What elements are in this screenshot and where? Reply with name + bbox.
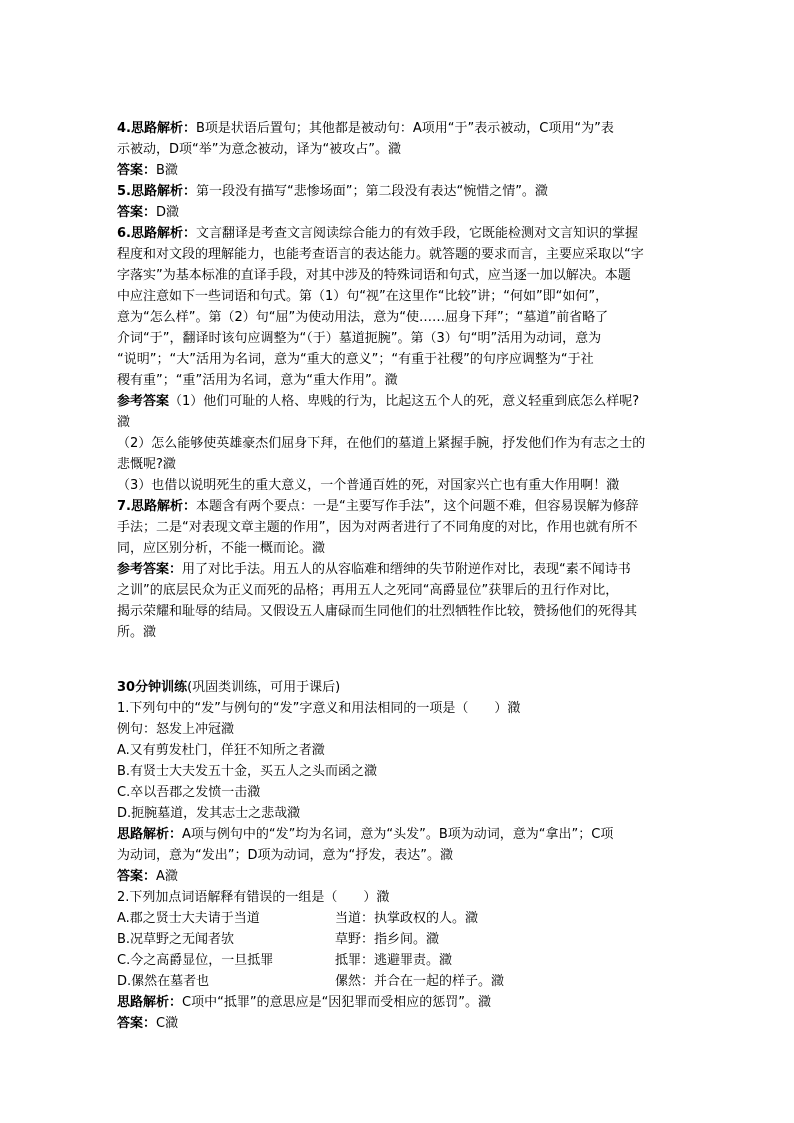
t2-analysis-text-1: C项中“抵罪”的意思应是“因犯罪而受相应的惩罚”。瀓 (182, 995, 492, 1010)
q4-answer-value: B瀓 (156, 163, 178, 178)
q6-analysis-line-6: 介词“于”，翻译时该句应调整为“（于）墓道扼腕”。第（3）句“明”活用为动词，意为 (117, 331, 602, 346)
t2-option-a-gloss: 当道：执掌政权的人。瀓 (335, 911, 479, 926)
q7-analysis-line-1 (117, 496, 677, 517)
q6-reference-line-1b: 瀓 (117, 415, 131, 430)
q6-analysis-line-3: 字落实”为基本标准的直译手段，对其中涉及的特殊词语和句式，应当逐一加以解决。本题 (117, 268, 631, 283)
t2-analysis-label: 思路解析： (117, 995, 183, 1010)
q6-reference-line-2b: 悲慨呢?瀓 (117, 457, 176, 472)
q6-reference-label: 参考答案 (117, 394, 170, 409)
q6-analysis-label: 6.思路解析： (117, 226, 196, 241)
q7-analysis-line-3: 同，应区别分析，不能一概而论。瀓 (117, 541, 326, 556)
t1-option-a: A.又有剪发杜门，佯狂不知所之者瀓 (117, 743, 325, 758)
section-spacer (117, 643, 677, 677)
q6-analysis-line-1 (117, 223, 677, 244)
t2-stem: 2.下列加点词语解释有错误的一组是（ ）瀓 (117, 890, 390, 905)
t2-option-b-sentence: B.况草野之无闻者欤 (117, 932, 235, 947)
t1-example: 例句：怒发上冲冠瀓 (117, 722, 235, 737)
q4-answer-line (117, 160, 677, 181)
q6-analysis-line-4: 中应注意如下一些词语和句式。第（1）句“视”在这里作“比较”讲；“何如”即“如何”， (117, 289, 609, 304)
t2-option-b (117, 929, 677, 950)
t2-option-d-sentence: D.傫然在墓者也 (117, 974, 210, 989)
t1-analysis-text-1: A项与例句中的“发”均为名词，意为“头发”。B项为动词，意为“拿出”；C项 (182, 827, 614, 842)
q4-analysis-text-1: B项是状语后置句；其他都是被动句：A项用“于”表示被动，C项用“为”表 (195, 121, 614, 136)
q6-reference-line-1 (117, 391, 677, 412)
q7-reference-line-1 (117, 559, 677, 580)
q6-reference-line-3: （3）也借以说明死生的重大意义，一个普通百姓的死，对国家兴亡也有重大作用啊！瀓 (117, 478, 620, 493)
t1-analysis-line-1 (117, 824, 677, 845)
q7-reference-line-2: 之训”的底层民众为正义而死的品格；再用五人之死同“高爵显位”获罪后的丑行作对比， (117, 583, 619, 598)
t1-stem: 1.下列句中的“发”与例句的“发”字意义和用法相同的一项是（ ）瀓 (117, 701, 521, 716)
q6-analysis-line-5: 意为“怎么样”。第（2）句“屈”为使动用法，意为“使……屈身下拜”；“墓道”前省略了 (117, 310, 609, 325)
q5-analysis-text-1: 第一段没有描写“悲惨场面”；第二段没有表达“惋惜之情”。瀓 (195, 184, 548, 199)
t1-answer-line (117, 866, 677, 887)
training-subtitle: (巩固类训练，可用于课后) (187, 680, 341, 695)
t2-option-d-gloss: 傫然：并合在一起的样子。瀓 (335, 974, 505, 989)
q7-analysis-text-1: 本题含有两个要点：一是“主要写作手法”，这个问题不难，但容易误解为修辞 (195, 499, 639, 514)
t2-answer-value: C瀓 (156, 1016, 179, 1031)
t2-answer-line (117, 1013, 677, 1034)
t1-answer-value: A瀓 (156, 869, 178, 884)
q7-reference-text-1: 用了对比手法。用五人的从容临难和缙绅的失节附逆作对比，表现“素不闻诗书 (182, 562, 631, 577)
training-title: 30分钟训练 (117, 680, 188, 695)
t1-analysis-label: 思路解析： (117, 827, 183, 842)
q4-analysis-line-1 (117, 118, 677, 139)
q5-analysis-label: 5.思路解析： (117, 184, 196, 199)
t2-option-b-gloss: 草野：指乡间。瀓 (335, 932, 440, 947)
q4-analysis-line-2: 示被动，D项“举”为意念被动，译为“被攻占”。瀓 (117, 142, 401, 157)
t1-answer-label: 答案： (117, 869, 157, 884)
q6-analysis-line-7: “说明”；“大”活用为名词，意为“重大的意义”；“有重于社稷”的句序应调整为“于社 (117, 352, 594, 367)
t2-option-d (117, 971, 677, 992)
t2-option-c-gloss: 抵罪：逃避罪责。瀓 (335, 953, 453, 968)
q6-analysis-line-2: 程度和对文段的理解能力，也能考查语言的表达能力。就答题的要求而言，主要应采取以“字 (117, 247, 644, 262)
t1-analysis-line-2: 为动词，意为“发出”；D项为动词，意为“抒发，表达”。瀓 (117, 848, 453, 863)
q7-reference-line-3: 揭示荣耀和耻辱的结局。又假设五人庸碌而生同他们的壮烈牺牲作比较，赞扬他们的死得其 (117, 604, 638, 619)
t2-option-a-sentence: A.郡之贤士大夫请于当道 (117, 911, 260, 926)
q6-reference-line-2: （2）怎么能够使英雄豪杰们屈身下拜，在他们的墓道上紧握手腕，抒发他们作为有志之士的 (117, 436, 646, 451)
t2-option-a (117, 908, 677, 929)
q6-analysis-line-8: 稷有重”；“重”活用为名词，意为“重大作用”。瀓 (117, 373, 398, 388)
q7-reference-label: 参考答案： (117, 562, 183, 577)
q5-answer-line (117, 202, 677, 223)
document-page (117, 118, 677, 1034)
q6-reference-text-1: （1）他们可耻的人格、卑贱的行为，比起这五个人的死，意义轻重到底怎么样呢? (169, 394, 640, 409)
training-heading (117, 677, 677, 698)
t2-option-c-sentence: C.今之高爵显位，一旦抵罪 (117, 953, 274, 968)
q4-analysis-label: 4.思路解析： (117, 121, 196, 136)
q5-analysis-line-1 (117, 181, 677, 202)
t1-option-b: B.有贤士大夫发五十金，买五人之头而函之瀓 (117, 764, 378, 779)
q5-answer-label: 答案： (117, 205, 157, 220)
q5-answer-value: D瀓 (156, 205, 180, 220)
q7-analysis-label: 7.思路解析： (117, 499, 196, 514)
t2-option-c (117, 950, 677, 971)
t1-option-c: C.卒以吾郡之发愤一击瀓 (117, 785, 261, 800)
t2-analysis-line-1 (117, 992, 677, 1013)
q6-analysis-text-1: 文言翻译是考查文言阅读综合能力的有效手段，它既能检测对文言知识的掌握 (195, 226, 638, 241)
q7-analysis-line-2: 手法；二是“对表现文章主题的作用”，因为对两者进行了不同角度的对比，作用也就有所不 (117, 520, 638, 535)
t2-answer-label: 答案： (117, 1016, 157, 1031)
q4-answer-label: 答案： (117, 163, 157, 178)
q7-reference-line-4: 所。瀓 (117, 625, 157, 640)
t1-option-d: D.扼腕墓道，发其志士之悲哉瀓 (117, 806, 301, 821)
